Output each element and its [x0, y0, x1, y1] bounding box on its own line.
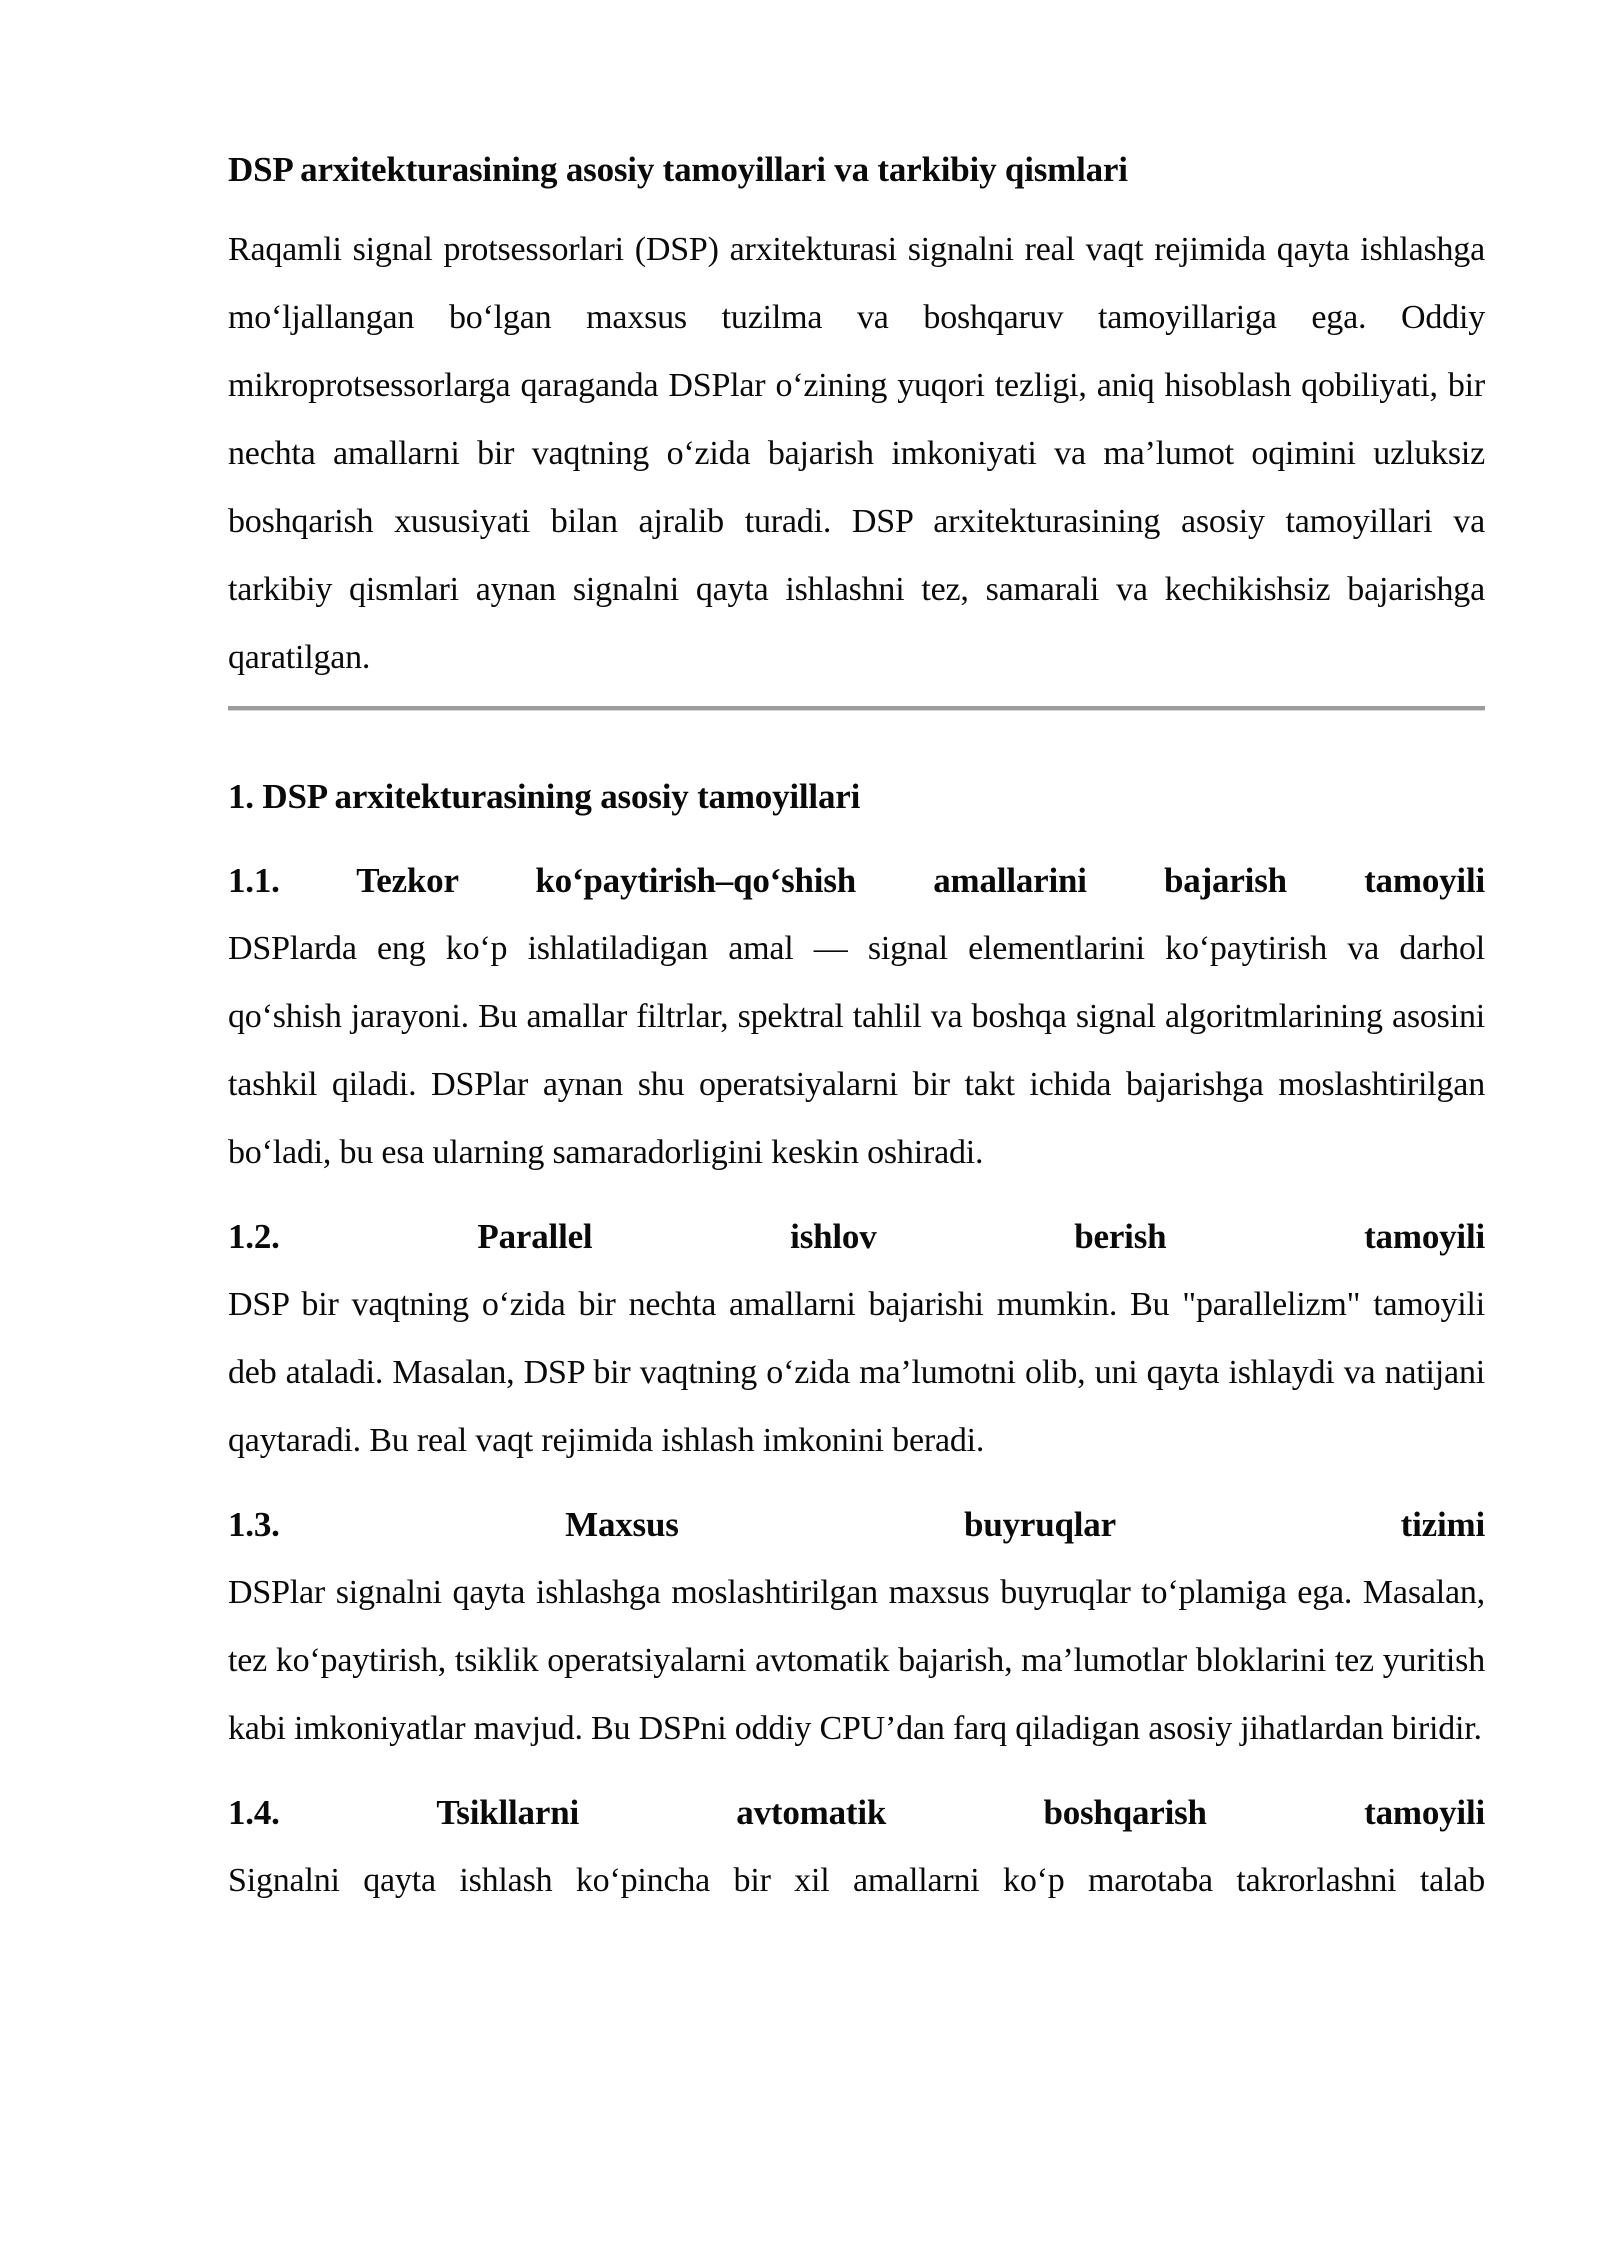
section-1-4 — [228, 1779, 1485, 1915]
horizontal-divider — [228, 706, 1485, 711]
section-1-4-body: Signalni qayta ishlash ko‘pincha bir xil amallarni ko‘p marotaba takrorlashni talab — [228, 1862, 1485, 1899]
section-1-3-body: DSPlar signalni qayta ishlashga moslashtirilgan maxsus buyruqlar to‘plamiga ega. Masalan, tez ko‘paytirish, tsiklik operatsiyalarni avtomatik bajarish, ma’lumotlar bloklarini tez yuritish kabi imkoniyatlar mavjud. Bu DSPni oddiy CPU’dan farq qiladigan asosiy jihatlardan biridir. — [228, 1574, 1485, 1747]
section-1-1-body: DSPlarda eng ko‘p ishlatiladigan amal — signal elementlarini ko‘paytirish va darhol qo‘shish jarayoni. Bu amallar filtrlar, spektral tahlil va boshqa signal algoritmlarining asosini tashkil qiladi. DSPlar aynan shu operatsiyalarni bir takt ichida bajarishga moslashtirilgan bo‘ladi, bu esa ularning samaradorligini keskin oshiradi. — [228, 930, 1485, 1171]
chapter-heading: 1. DSP arxitekturasining asosiy tamoyillari — [228, 777, 861, 816]
section-1-4-heading: 1.4. Tsikllarni avtomatik boshqarish tamoyili — [228, 1793, 1485, 1832]
intro-paragraph: Raqamli signal protsessorlari (DSP) arxitekturasi signalni real vaqt rejimida qayta ishlashga mo‘ljallangan bo‘lgan maxsus tuzilma va boshqaruv tamoyillariga ega. Oddiy mikroprotsessorlarga qaraganda DSPlar o‘zining yuqori tezligi, aniq hisoblash qobiliyati, bir nechta amallarni bir vaqtning o‘zida bajarish imkoniyati va ma’lumot oqimini uzluksiz boshqarish xususiyati bilan ajralib turadi. DSP arxitekturasining asosiy tamoyillari va tarkibiy qismlari aynan signalni qayta ishlashni tez, samarali va kechikishsiz bajarishga qaratilgan. — [228, 231, 1485, 676]
section-1-2-heading: 1.2. Parallel ishlov berish tamoyili — [228, 1217, 1485, 1256]
section-1-3-heading: 1.3. Maxsus buyruqlar tizimi — [228, 1505, 1485, 1544]
section-1-1 — [228, 847, 1485, 1187]
document-title: DSP arxitekturasining asosiy tamoyillari va tarkibiy qismlari — [228, 150, 1128, 189]
section-1-2-body: DSP bir vaqtning o‘zida bir nechta amallarni bajarishi mumkin. Bu "parallelizm" tamoyili deb ataladi. Masalan, DSP bir vaqtning o‘zida ma’lumotni olib, uni qayta ishlaydi va natijani qaytaradi. Bu real vaqt rejimida ishlash imkonini beradi. — [228, 1286, 1485, 1459]
section-1-2 — [228, 1203, 1485, 1475]
section-1-3 — [228, 1491, 1485, 1763]
section-1-1-heading: 1.1. Tezkor ko‘paytirish–qo‘shish amallarini bajarish tamoyili — [228, 861, 1485, 900]
